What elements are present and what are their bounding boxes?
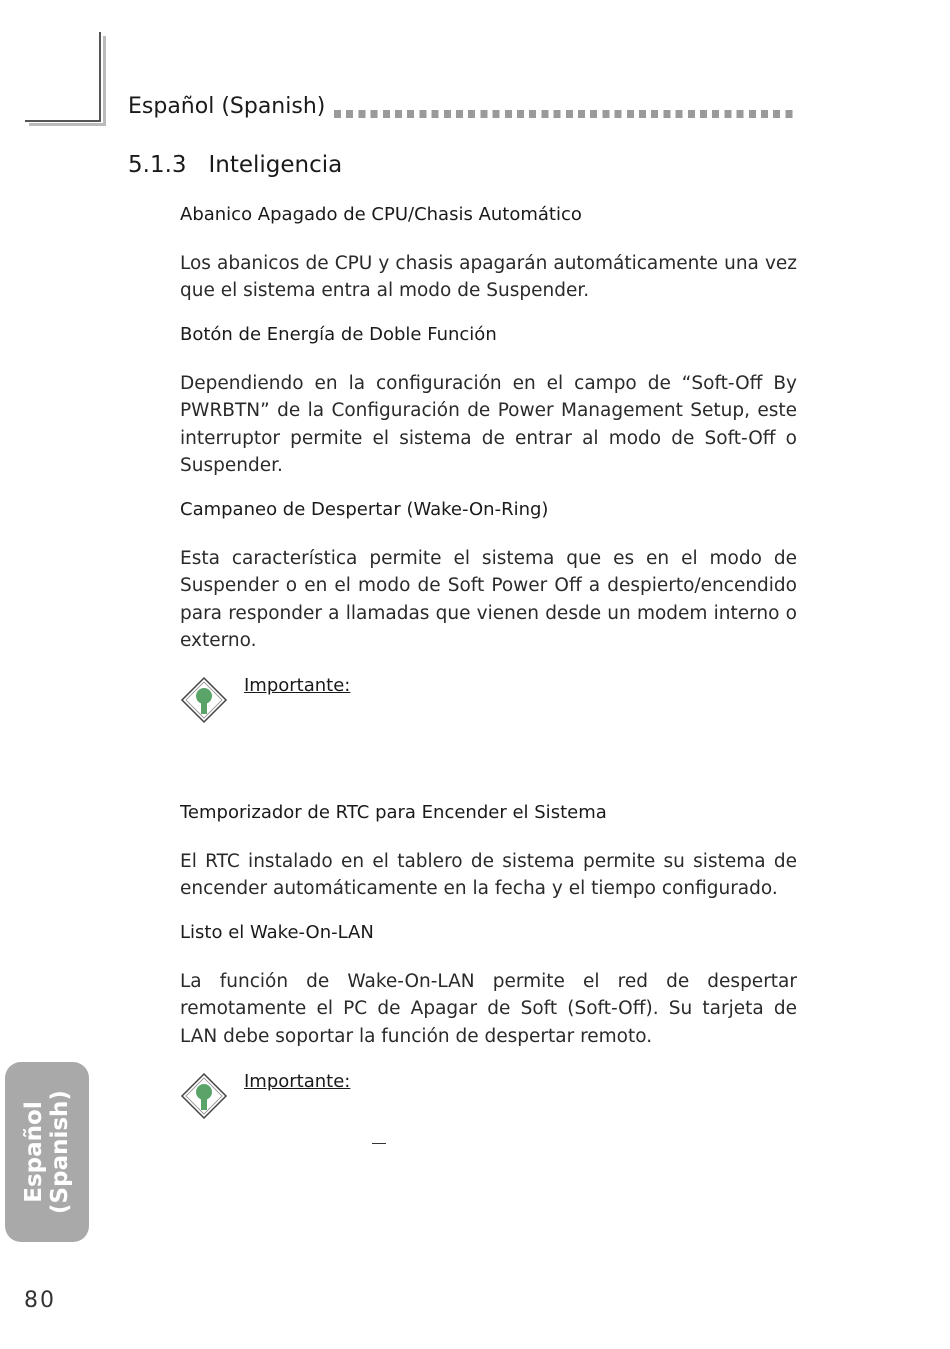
section-heading: 5.1.3 Inteligencia	[128, 152, 343, 178]
paragraph-rtc-timer: El RTC instalado en el tablero de sistema permite su sistema de encender automáticamente en la fecha y el tiempo configurado.	[180, 851, 797, 900]
page-number: 80	[24, 1288, 56, 1313]
important-note-icon	[180, 1072, 228, 1120]
important-note-icon	[180, 676, 228, 724]
paragraph-wake-on-ring: Esta característica permite el sistema que es en el modo de Suspender o en el modo de Soft Power Off a despierto/encendido para responder a llamadas que vienen desde un modem interno o externo.	[180, 548, 797, 651]
header-dotted-rule	[334, 110, 797, 118]
side-tab-line-1: Español	[21, 1101, 47, 1203]
subsection-heading-dual-power-button: Botón de Energía de Doble Función	[180, 324, 497, 345]
subsection-heading-wake-on-ring: Campaneo de Despertar (Wake-On-Ring)	[180, 499, 549, 520]
page-header-title: Español (Spanish)	[128, 94, 326, 119]
side-tab-label	[21, 1090, 73, 1214]
paragraph-wake-on-lan: La función de Wake-On-LAN permite el red de despertar remotamente el PC de Apagar de Soft (Soft-Off). Su tarjeta de LAN debe soportar la función de despertar remoto.	[180, 971, 797, 1047]
language-side-tab	[5, 1062, 89, 1242]
subsection-heading-fan-off: Abanico Apagado de CPU/Chasis Automático	[180, 204, 582, 225]
dash-mark	[372, 1143, 386, 1144]
page-corner-mark	[25, 32, 103, 124]
subsection-heading-wake-on-lan: Listo el Wake-On-LAN	[180, 922, 374, 943]
side-tab-line-2: (Spanish)	[47, 1090, 73, 1214]
important-label: Importante:	[244, 675, 351, 696]
important-label: Importante:	[244, 1071, 351, 1092]
paragraph-dual-power-button: Dependiendo en la configuración en el campo de “Soft-Off By PWRBTN” de la Configuración de Power Management Setup, este interruptor permite el sistema de entrar al modo de Soft-Off o Suspender.	[180, 373, 797, 476]
subsection-heading-rtc-timer: Temporizador de RTC para Encender el Sistema	[180, 802, 607, 823]
paragraph-fan-off: Los abanicos de CPU y chasis apagarán automáticamente una vez que el sistema entra al modo de Suspender.	[180, 253, 797, 302]
